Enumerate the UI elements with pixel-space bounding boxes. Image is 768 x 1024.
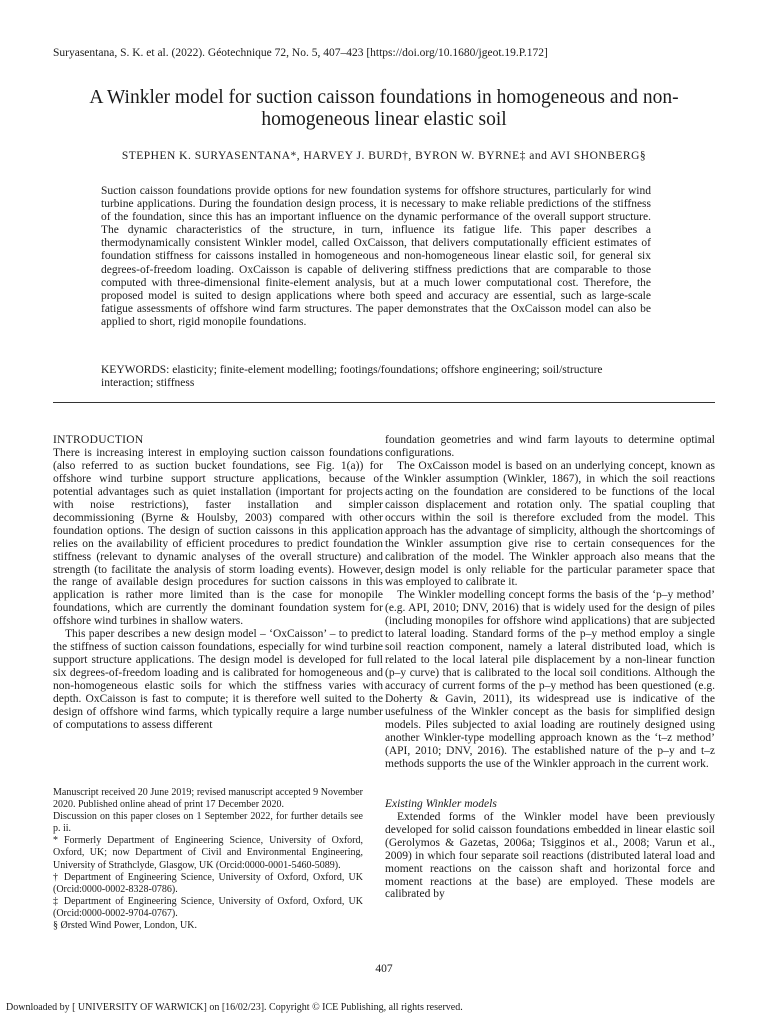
section-heading-introduction: INTRODUCTION: [53, 434, 144, 446]
footnote-author: † Department of Engineering Science, University of Oxford, Oxford, UK (Orcid:0000-0002-8328-0786).: [53, 871, 363, 895]
citation-line: Suryasentana, S. K. et al. (2022). Géotechnique 72, No. 5, 407–423 [https://doi.org/10.1680/jgeot.19.P.172]: [53, 47, 548, 59]
section-divider: [53, 402, 715, 403]
right-column: [385, 434, 715, 901]
paragraph: foundation geometries and wind farm layouts to determine optimal configurations.: [385, 434, 715, 459]
paper-title: A Winkler model for suction caisson foundations in homogeneous and non-homogeneous linear elastic soil: [89, 87, 679, 130]
page-number: 407: [375, 963, 393, 975]
paragraph: Extended forms of the Winkler model have been previously developed for solid caisson foundations embedded in linear elastic soil (Gerolymos & Gazetas, 2006a; Tsigginos et al., 2008; Varun et al., 2009) in which four separate soil reactions (distributed lateral load and moment reactions on the caisson shaft and horizontal force and moment reactions at the base) are employed. These models are calibrated by: [385, 810, 715, 901]
paragraph: The OxCaisson model is based on an underlying concept, known as the Winkler assumption (Winkler, 1867), in which the soil reactions acting on the foundation are considered to be functions of the local caisson displacement and rotation only. The spatial coupling that occurs within the soil is therefore excluded from the model. This approach has the advantage of simplicity, although the shortcomings of the Winkler assumption give rise to certain consequences for the calibration of the model. The Winkler approach also means that the design model is only reliable for the particular parameter space that was employed to calibrate it.: [385, 459, 715, 589]
left-column: [53, 434, 383, 732]
paragraph: There is increasing interest in employing suction caisson foundations (also referred to as suction bucket foundations, see Fig. 1(a)) for offshore wind turbine support structure applications, because of potential advantages such as quiet installation (important for projects with noise restrictions), faster installation and simpler decommissioning (Byrne & Houlsby, 2003) compared with other foundation options. The design of suction caissons in this application relies on the availability of efficient procedures to predict foundation stiffness (relevant to dynamic analyses of the overall structure) and strength (to facilitate the analysis of storm loading events). However, the range of available design procedures for suction caissons in this application is rather more limited than is the case for monopile foundations, which are currently the dominant foundation system for offshore wind turbines in shallow waters.: [53, 446, 383, 628]
paragraph: The Winkler modelling concept forms the basis of the ‘p–y method’ (e.g. API, 2010; DNV, 2016) that is widely used for the design of piles (including monopiles for offshore wind applications) that are subjected to lateral loading. Standard forms of the p–y method employ a single soil reaction component, namely a lateral distributed load, which is related to the local lateral pile displacement by a non-linear function (p–y curve) that is calibrated to the local soil conditions. Although the accuracy of current forms of the p–y method has been questioned (e.g. Doherty & Gavin, 2011), its widespread use is indicative of the usefulness of the Winkler concept as the basis for simplified design models. Piles subjected to axial loading are routinely designed using another Winkler-type modelling approach known as the ‘t–z method’ (API, 2010; DNV, 2016). The established nature of the p–y and t–z methods supports the use of the Winkler approach in the current work.: [385, 589, 715, 770]
footnote-received: Manuscript received 20 June 2019; revised manuscript accepted 9 November 2020. Published online ahead of print 17 December 2020.: [53, 787, 363, 811]
footnote-author: § Ørsted Wind Power, London, UK.: [53, 920, 197, 932]
paragraph: This paper describes a new design model – ‘OxCaisson’ – to predict the stiffness of suction caisson foundations, especially for wind turbine support structure applications. The design model is developed for full six degrees-of-freedom loading and is calibrated for homogeneous and non-homogeneous elastic soils for which the stiffness varies with depth. OxCaisson is fast to compute; it is therefore well suited to the design of offshore wind farms, which typically require a large number of computations to assess different: [53, 628, 383, 731]
footnote-author: * Formerly Department of Engineering Science, University of Oxford, Oxford, UK; now Department of Civil and Environmental Engineering, University of Strathclyde, Glasgow, UK (Orcid:0000-0001-5460-5089).: [53, 835, 363, 871]
author-list: STEPHEN K. SURYASENTANA*, HARVEY J. BURD†, BYRON W. BYRNE‡ and AVI SHONBERG§: [121, 150, 647, 162]
download-notice: Downloaded by [ UNIVERSITY OF WARWICK] on [16/02/23]. Copyright © ICE Publishing, all rights reserved.: [6, 1002, 463, 1013]
footnote-discussion: Discussion on this paper closes on 1 September 2022, for further details see p. ii.: [53, 811, 363, 835]
keywords: KEYWORDS: elasticity; finite-element modelling; footings/foundations; offshore engineering; soil/structure interaction; stiffness: [101, 364, 603, 389]
abstract: Suction caisson foundations provide options for new foundation systems for offshore structures, particularly for wind turbine applications. During the foundation design process, it is necessary to make reliable predictions of the stiffness of the foundation, since this has an important influence on the dynamic performance of the overall support structure. The dynamic characteristics of the structure, in turn, influence its fatigue life. This paper describes a thermodynamically consistent Winkler model, called OxCaisson, that delivers computationally efficient estimates of foundation stiffness for caissons installed in homogeneous and non-homogeneous linear elastic soil, for general six degrees-of-freedom loading. OxCaisson is capable of delivering stiffness predictions that are comparable to those computed with three-dimensional finite-element analysis, but at a much lower computational cost. Therefore, the proposed model is suited to design applications where both speed and accuracy are essential, such as large-scale fatigue assessments of offshore wind farm structures. The paper demonstrates that the OxCaisson model can also be applied to short, rigid monopile foundations.: [101, 185, 651, 328]
footnote-author: ‡ Department of Engineering Science, University of Oxford, Oxford, UK (Orcid:0000-0002-9704-0767).: [53, 895, 363, 919]
footnotes: [53, 787, 363, 932]
subsection-heading: Existing Winkler models: [385, 797, 497, 810]
